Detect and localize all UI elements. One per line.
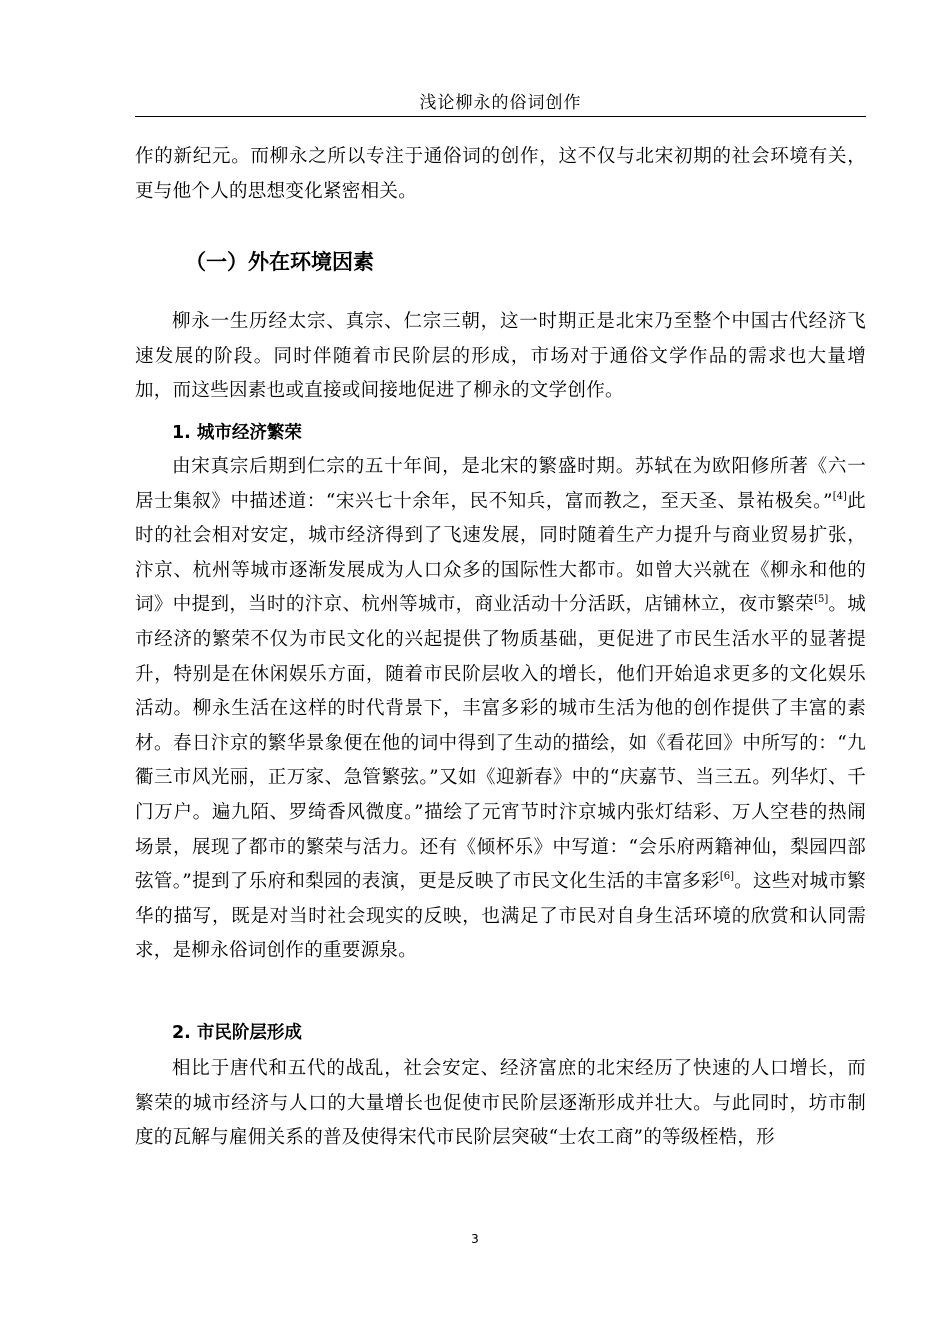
paragraph-urban-economy bbox=[135, 450, 866, 969]
paragraph-continuation: 作的新纪元。而柳永之所以专注于通俗词的创作，这不仅与北宋初期的社会环境有关，更与他个人的思想变化紧密相关。 bbox=[135, 146, 866, 202]
subheading-urban-economy: 1. 城市经济繁荣 bbox=[172, 423, 302, 443]
paragraph-text: 。这些对城市繁华的描写，既是对当时社会现实的反映，也满足了市民对自身生活环境的欣赏和认同需求，是柳永俗词创作的重要源泉。 bbox=[135, 871, 866, 962]
citation-6: [6] bbox=[719, 871, 735, 883]
citation-4: [4] bbox=[832, 490, 847, 502]
paragraph-intro: 柳永一生历经太宗、真宗、仁宗三朝，这一时期正是北宋乃至整个中国古代经济飞速发展的阶段。同时伴随着市民阶层的形成，市场对于通俗文学作品的需求也大量增加，而这些因素也或直接或间接地促进了柳永的文学创作。 bbox=[135, 311, 866, 402]
citation-5: [5] bbox=[814, 594, 829, 606]
section-heading: （一）外在环境因素 bbox=[185, 250, 374, 274]
header-divider bbox=[135, 116, 866, 117]
running-header: 浅论柳永的俗词创作 bbox=[419, 93, 582, 113]
paragraph-citizen-class: 相比于唐代和五代的战乱，社会安定、经济富庶的北宋经历了快速的人口增长，而繁荣的城市经济与人口的大量增长也促使市民阶层逐渐形成并壮大。与此同时，坊市制度的瓦解与雇佣关系的普及使得宋代市民阶层突破“士农工商”的等级桎梏，形 bbox=[135, 1058, 866, 1149]
page-number: 3 bbox=[471, 1232, 479, 1246]
paragraph-text: 由宋真宗后期到仁宗的五十年间，是北宋的繁盛时期。苏轼在为欧阳修所著《六一居士集叙》中描述道：“宋兴七十余年，民不知兵，富而教之，至天圣、景祐极矣。” bbox=[135, 456, 866, 512]
paragraph-text: 。城市经济的繁荣不仅为市民文化的兴起提供了物质基础，更促进了市民生活水平的显著提升，特别是在休闲娱乐方面，随着市民阶层收入的增长，他们开始追求更多的文化娱乐活动。柳永生活在这样的时代背景下，丰富多彩的城市生活为他的创作提供了丰富的素材。春日汴京的繁华景象便在他的词中得到了生动的描绘，如《看花回》中所写的：“九衢三市风光丽，正万家、急管繁弦。”又如《迎新春》中的“庆嘉节、当三五。列华灯、千门万户。遍九陌、罗绮香风微度。”描绘了元宵节时汴京城内张灯结彩、万人空巷的热闹场景，展现了都市的繁荣与活力。还有《倾杯乐》中写道：“会乐府两籍神仙，梨园四部弦管。”提到了乐府和梨园的表演，更是反映了市民文化生活的丰富多彩 bbox=[135, 594, 866, 893]
paragraph-text: 此时的社会相对安定，城市经济得到了飞速发展，同时随着生产力提升与商业贸易扩张，汴京、杭州等城市逐渐发展成为人口众多的国际性大都市。如曾大兴就在《柳永和他的词》中提到，当时的汴京、杭州等城市，商业活动十分活跃，店铺林立，夜市繁荣 bbox=[135, 490, 866, 616]
subheading-citizen-class: 2. 市民阶层形成 bbox=[172, 1023, 302, 1043]
